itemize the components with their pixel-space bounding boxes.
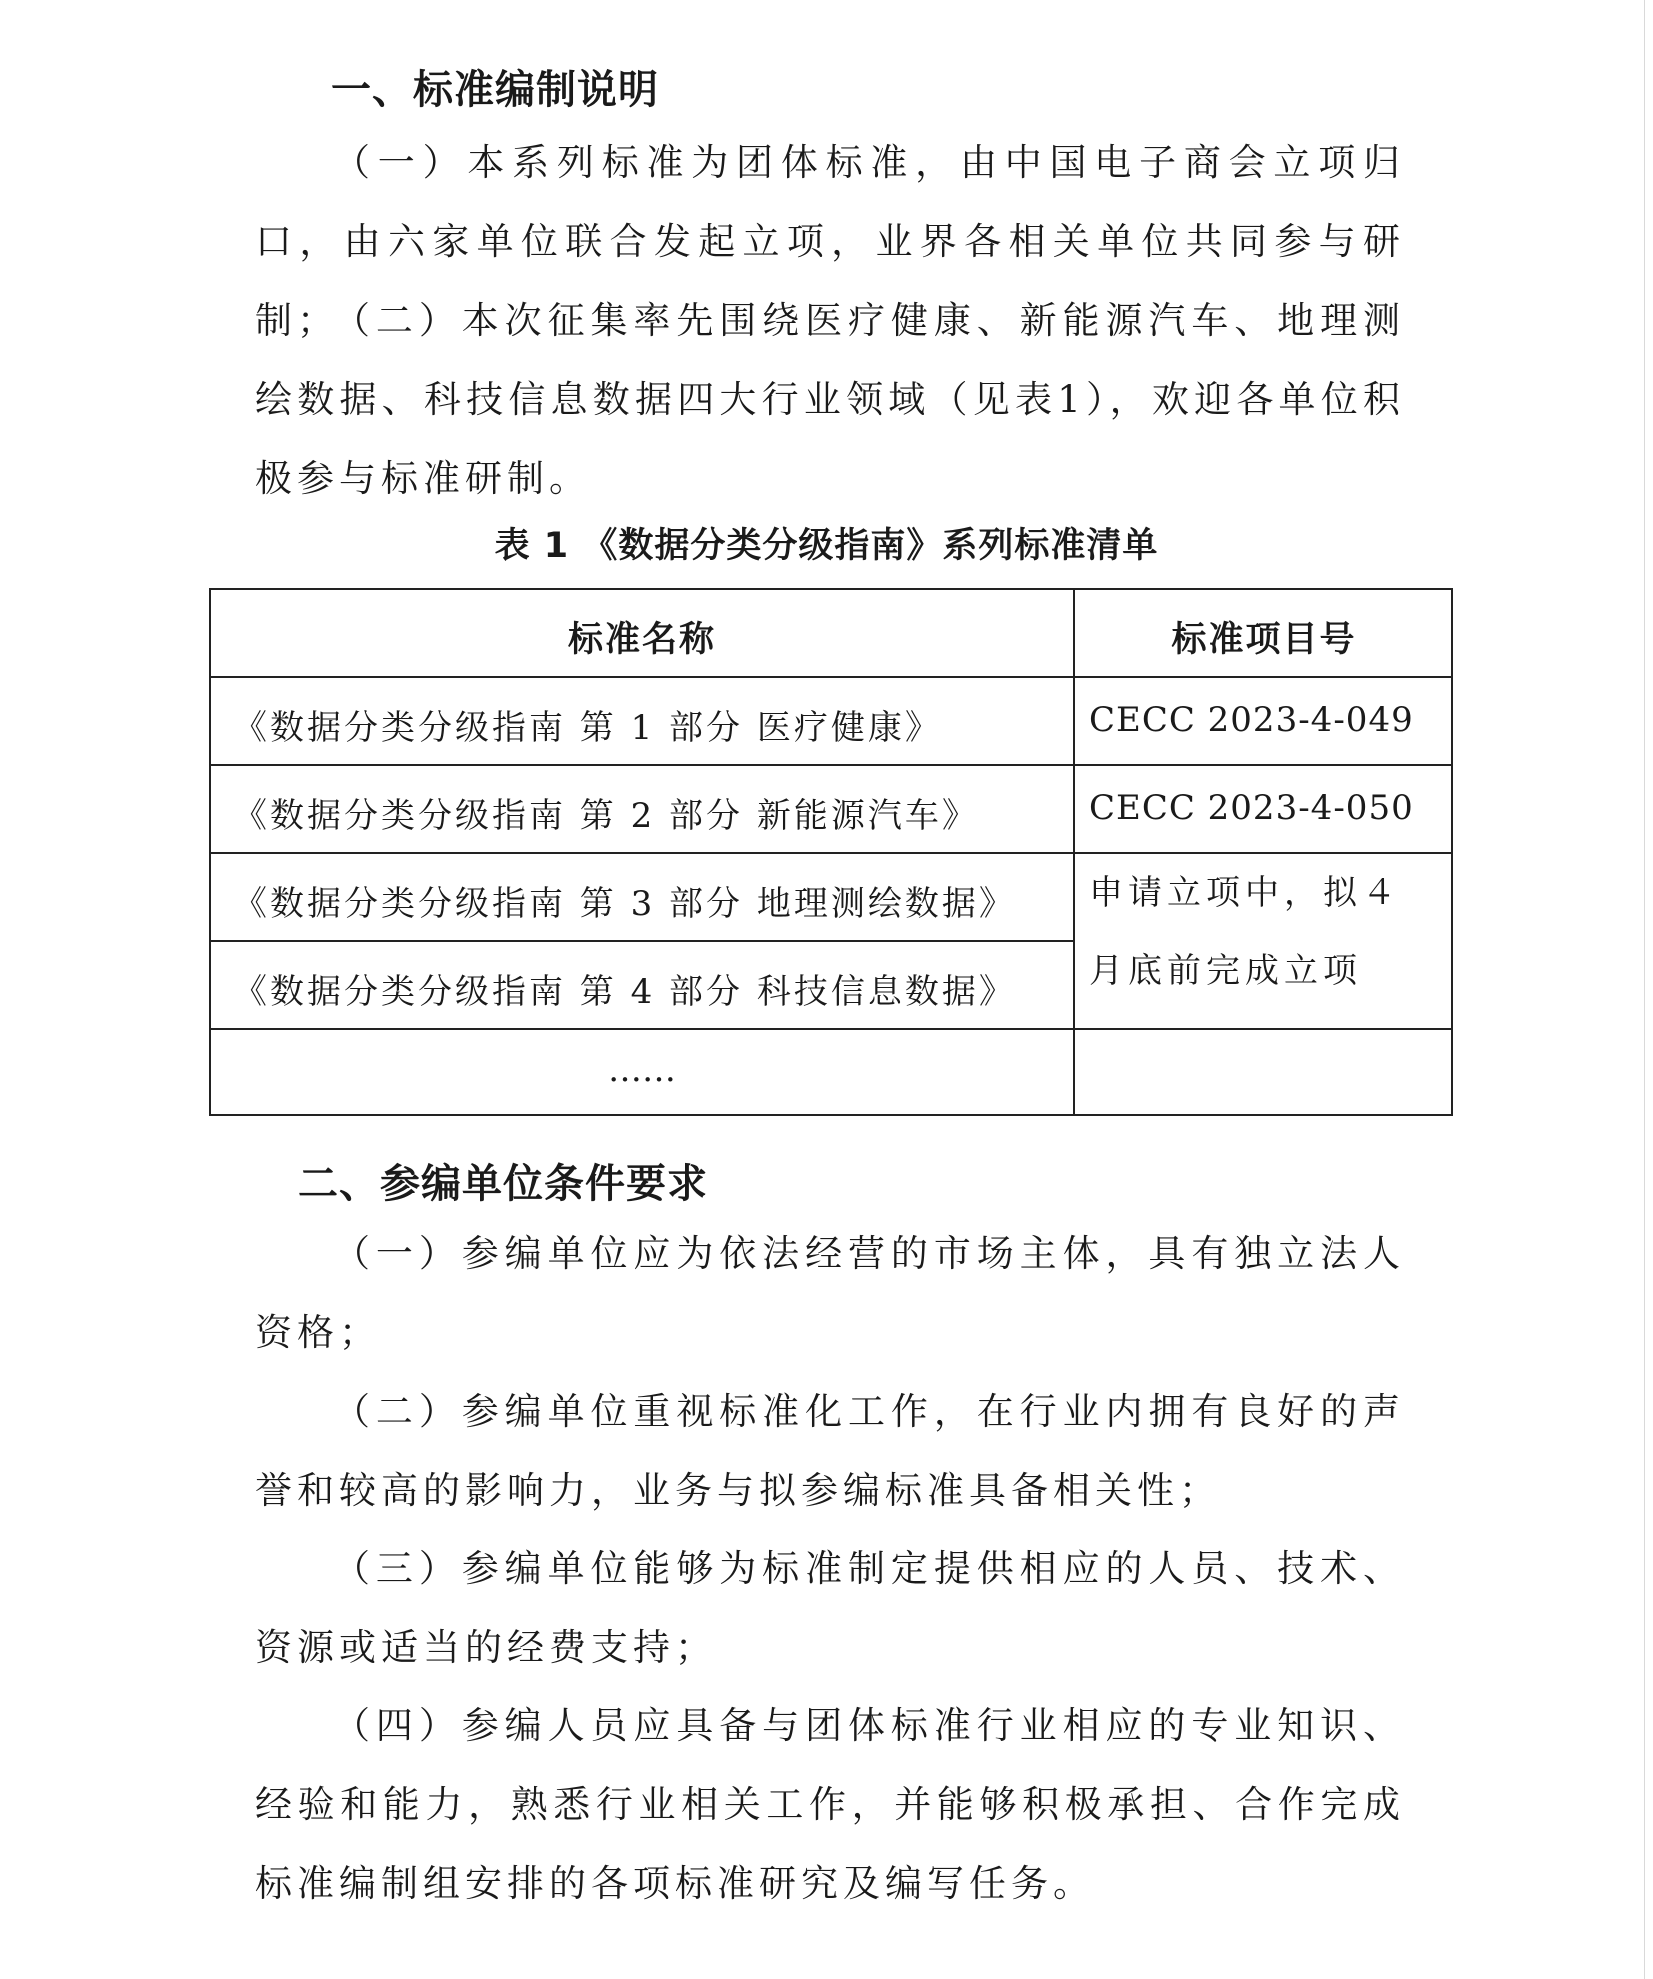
- section1-heading: 一、标准编制说明: [331, 67, 659, 113]
- table-cell-name: 《数据分类分级指南 第 3 部分 地理测绘数据》: [233, 884, 1016, 924]
- table-row-divider: [211, 764, 1451, 766]
- section2-paragraph-2: （二）参编单位重视标准化工作，在行业内拥有良好的声誉和较高的影响力，业务与拟参编标准具备相关性；: [255, 1390, 1405, 1512]
- table-row-divider: [211, 940, 1073, 942]
- table-row-divider: [211, 676, 1451, 678]
- section2-paragraph-4: （四）参编人员应具备与团体标准行业相应的专业知识、经验和能力，熟悉行业相关工作，并能够积极承担、合作完成标准编制组安排的各项标准研究及编写任务。: [255, 1704, 1405, 1905]
- table-caption: 表 1 《数据分类分级指南》系列标准清单: [494, 526, 1159, 566]
- table-cell-name: 《数据分类分级指南 第 4 部分 科技信息数据》: [233, 972, 1016, 1012]
- table-cell-name: 《数据分类分级指南 第 1 部分 医疗健康》: [233, 708, 942, 748]
- table-ellipsis: ……: [608, 1050, 676, 1090]
- table-header-name: 标准名称: [567, 620, 716, 660]
- section2-heading: 二、参编单位条件要求: [298, 1161, 708, 1207]
- section2-paragraph-1: （一）参编单位应为依法经营的市场主体，具有独立法人资格；: [255, 1232, 1405, 1354]
- section2-paragraph-3: （三）参编单位能够为标准制定提供相应的人员、技术、资源或适当的经费支持；: [255, 1547, 1405, 1669]
- section1-paragraph-2: （二）本次征集率先围绕医疗健康、新能源汽车、地理测绘数据、科技信息数据四大行业领域（见表1），欢迎各单位积极参与标准研制。: [255, 299, 1405, 500]
- standards-table: [209, 588, 1453, 1116]
- table-cell-merged-code: 申请立项中，拟４月底前完成立项: [1089, 873, 1401, 991]
- section1-paragraph-1: （一）本系列标准为团体标准，由中国电子商会立项归口，由六家单位联合发起立项，业界各相关单位共同参与研制；: [255, 141, 1405, 342]
- table-row-divider: [211, 1028, 1451, 1030]
- page-edge-divider: [1644, 0, 1645, 1979]
- table-header-code: 标准项目号: [1171, 620, 1357, 660]
- table-cell-code: CECC 2023-4-049: [1089, 700, 1414, 740]
- table-cell-name: 《数据分类分级指南 第 2 部分 新能源汽车》: [233, 796, 979, 836]
- table-cell-code: CECC 2023-4-050: [1089, 788, 1414, 828]
